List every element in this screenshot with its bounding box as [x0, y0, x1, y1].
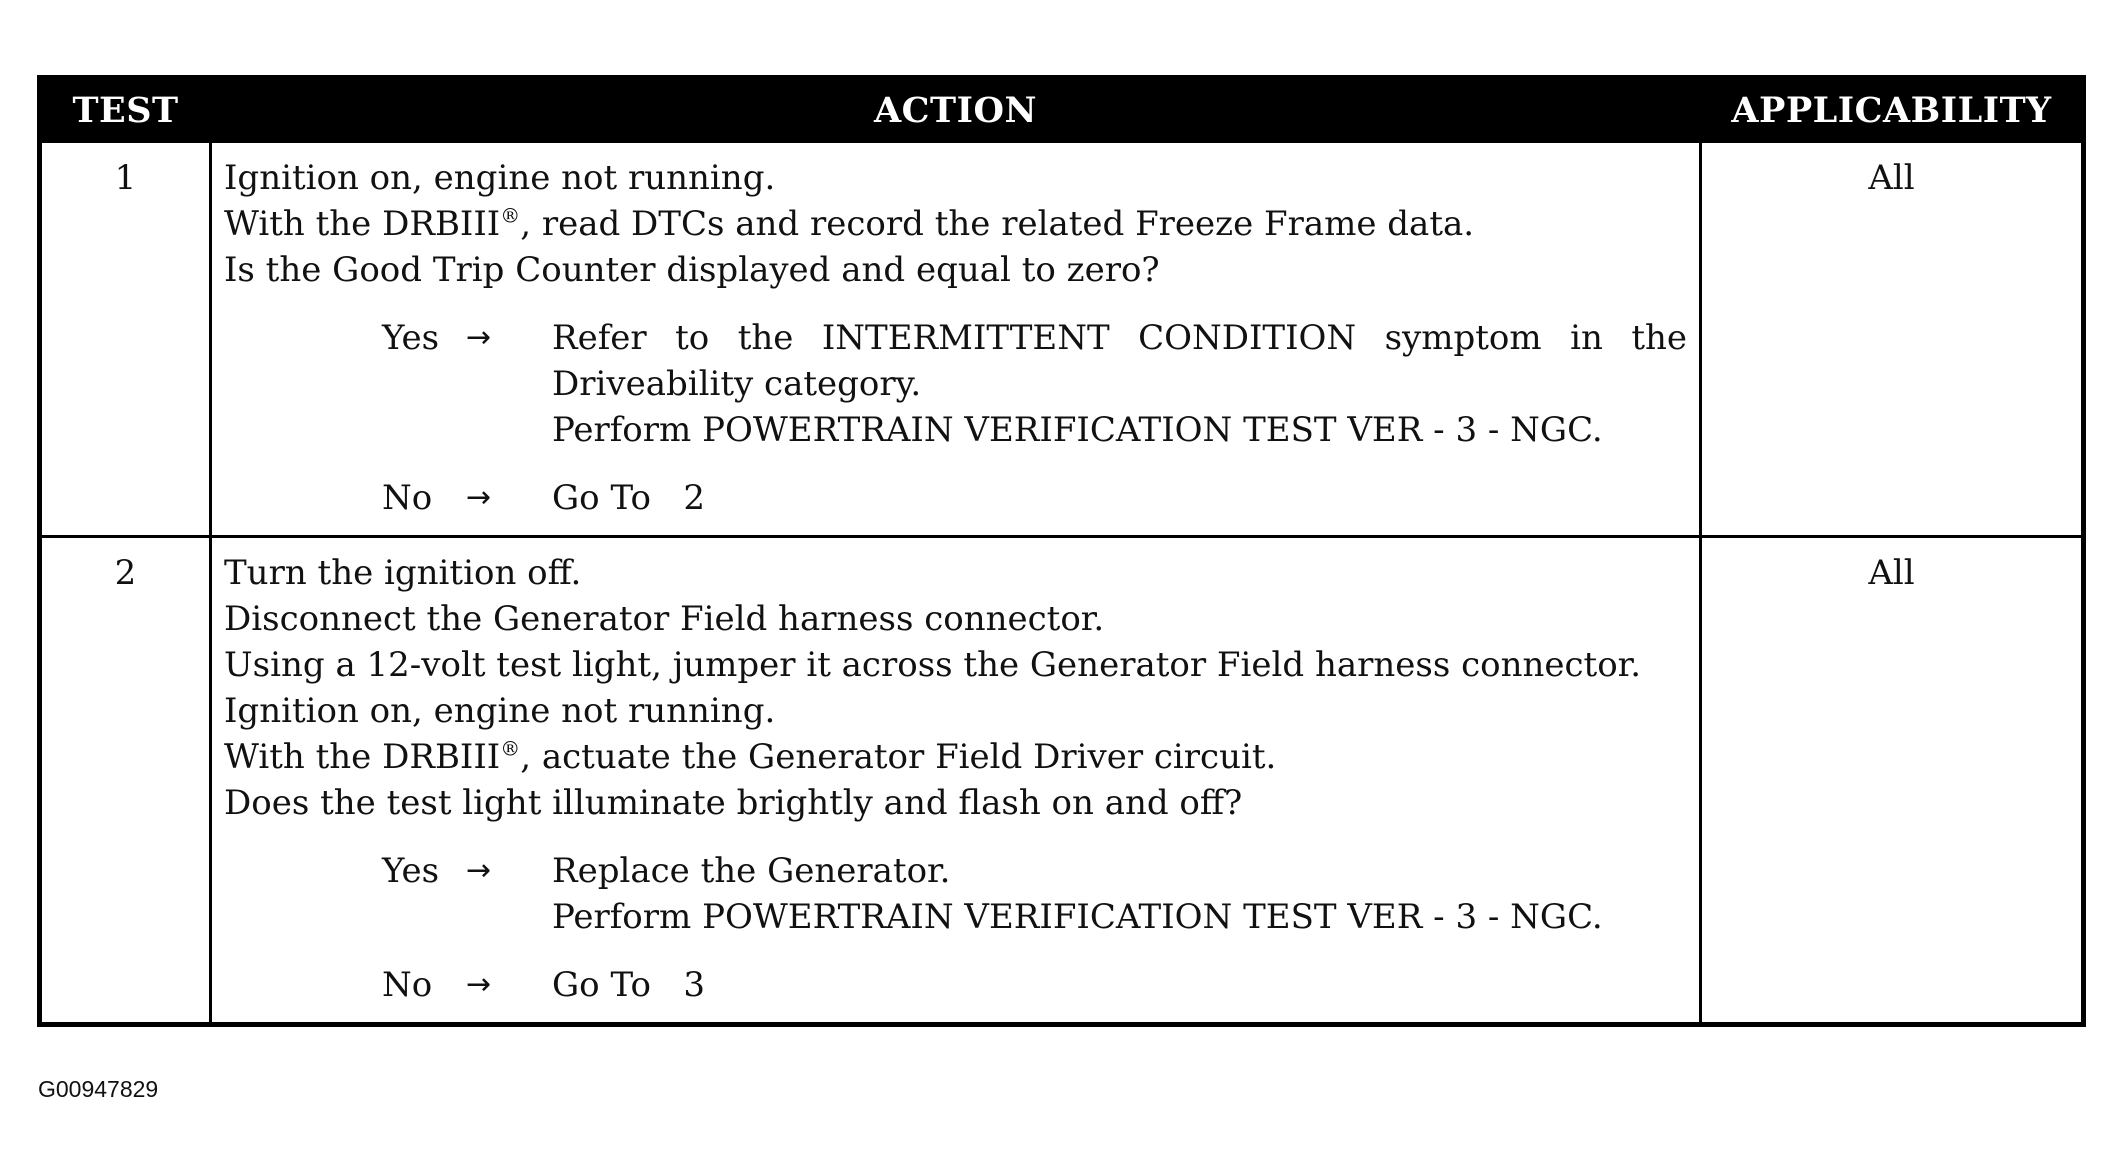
action-step: Using a 12-volt test light, jumper it across the Generator Field harness connector. — [224, 645, 1642, 685]
no-label: No — [382, 478, 433, 518]
no-branch — [382, 962, 1687, 1008]
action-step: Disconnect the Generator Field harness connector. — [224, 599, 1105, 639]
header-action: ACTION — [211, 78, 1701, 142]
no-goto: Go To 3 — [552, 965, 705, 1005]
action-cell — [211, 142, 1701, 537]
yes-label: Yes — [382, 851, 440, 891]
yes-result — [552, 848, 1687, 940]
action-step: Ignition on, engine not running. — [224, 158, 776, 198]
diagnostic-test-table — [37, 75, 2086, 1027]
action-question: Is the Good Trip Counter displayed and equal to zero? — [224, 250, 1160, 290]
registered-mark: ® — [500, 203, 521, 228]
yes-result — [552, 315, 1687, 453]
test-number: 2 — [40, 537, 211, 1025]
yes-result-line: Driveability category. — [552, 364, 922, 404]
no-branch — [382, 475, 1687, 521]
test-number: 1 — [40, 142, 211, 537]
action-step-part: With the DRBIII — [224, 737, 501, 777]
action-step-part: , read DTCs and record the related Freeze Frame data. — [520, 204, 1475, 244]
action-step — [224, 201, 1687, 247]
registered-mark: ® — [500, 736, 521, 761]
yes-branch — [382, 315, 1687, 453]
table-row — [40, 537, 2084, 1025]
right-arrow-icon: → — [466, 480, 492, 515]
header-test: TEST — [40, 78, 211, 142]
no-goto: Go To 2 — [552, 478, 705, 518]
figure-id: G00947829 — [38, 1076, 159, 1102]
table-row — [40, 142, 2084, 537]
yes-result-line: Replace the Generator. — [552, 851, 951, 891]
right-arrow-icon: → — [466, 853, 492, 888]
action-step: Turn the ignition off. — [224, 553, 582, 593]
applicability-cell: All — [1701, 537, 2084, 1025]
action-step: Ignition on, engine not running. — [224, 691, 776, 731]
diagnostic-test-page — [37, 75, 2081, 1027]
right-arrow-icon: → — [466, 320, 492, 355]
right-arrow-icon: → — [466, 967, 492, 1002]
action-step-part: , actuate the Generator Field Driver circuit. — [520, 737, 1277, 777]
no-label: No — [382, 965, 433, 1005]
yes-branch — [382, 848, 1687, 940]
yes-result-line: Perform POWERTRAIN VERIFICATION TEST VER - 3 - NGC. — [552, 410, 1603, 450]
action-step — [224, 734, 1687, 780]
action-cell — [211, 537, 1701, 1025]
yes-result-line: Refer to the INTERMITTENT CONDITION symptom in the — [552, 318, 1687, 358]
action-step-part: With the DRBIII — [224, 204, 501, 244]
yes-result-line: Perform POWERTRAIN VERIFICATION TEST VER - 3 - NGC. — [552, 897, 1603, 937]
applicability-cell: All — [1701, 142, 2084, 537]
yes-label: Yes — [382, 318, 440, 358]
header-applicability: APPLICABILITY — [1701, 78, 2084, 142]
table-header-row — [40, 78, 2084, 142]
action-question: Does the test light illuminate brightly and flash on and off? — [224, 783, 1243, 823]
